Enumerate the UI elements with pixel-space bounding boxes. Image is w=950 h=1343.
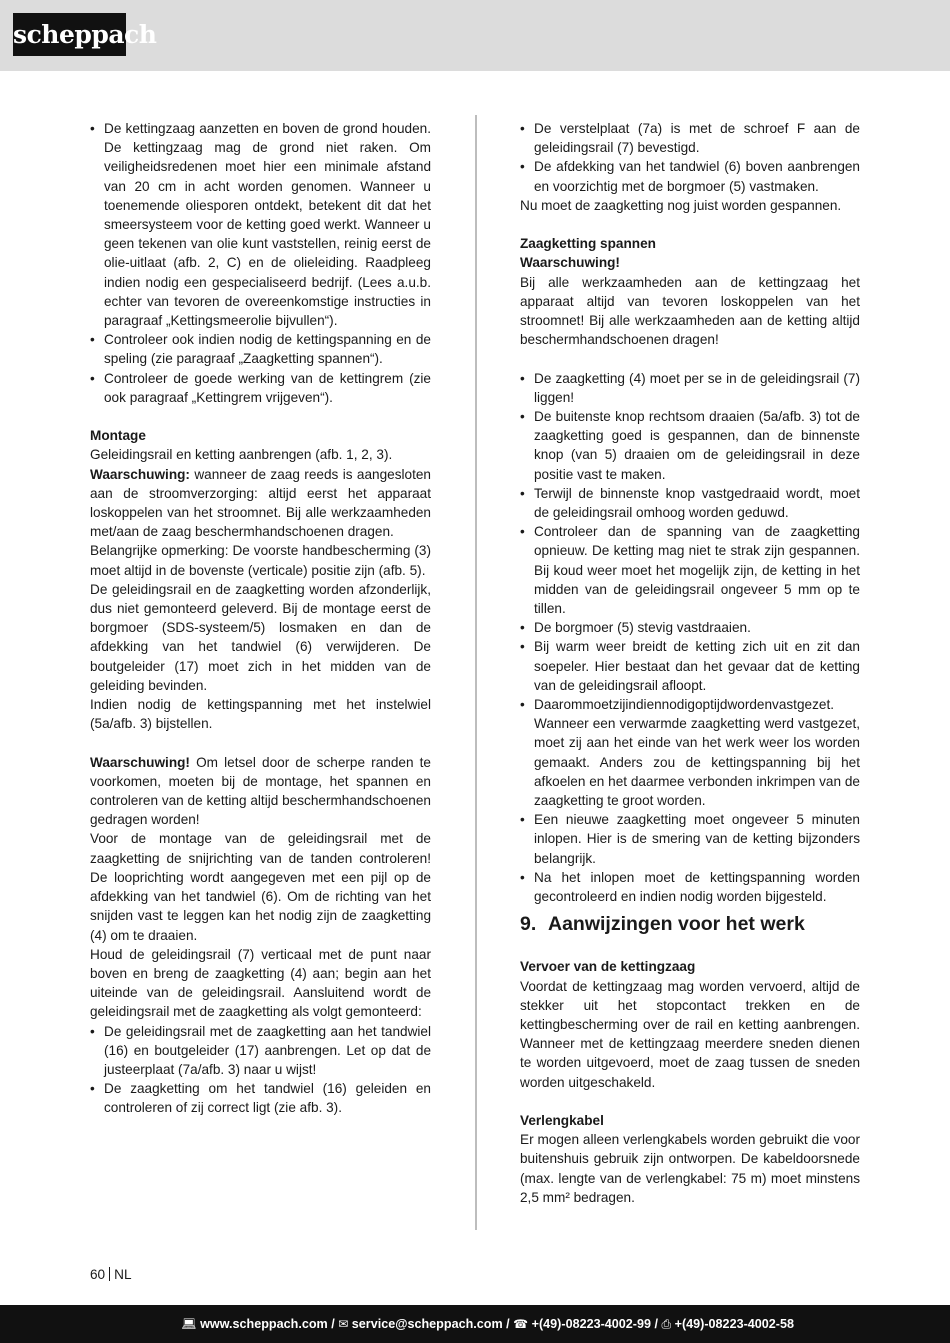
paragraph [90, 945, 431, 1022]
bullet-item [520, 484, 860, 522]
bullet-text: Terwijl de binnenste knop vastgedraaid wordt, moet de geleidingsrail omhoog worden geduwd. [534, 485, 860, 521]
contact-footer-bar [0, 1305, 950, 1343]
subsection-heading: Verlengkabel [520, 1112, 604, 1128]
mail-icon: ✉ [338, 1317, 349, 1331]
bullet-item [520, 868, 860, 906]
paragraph-spacer [520, 1092, 860, 1111]
bullet-text: De buitenste knop rechtsom draaien (5a/afb. 3) tot de zaagketting goed is gespannen, dan de binnenste knop (van 5) draaien om de geleidingsrail in deze positie vast te maken. [534, 409, 860, 482]
bullet-item [520, 695, 860, 810]
bullet-text: De geleidingsrail met de zaagketting aan het tandwiel (16) en boutgeleider (17) aanbrengen. Let op dat de justeerplaat (7a/afb. 3) naar u wijst! [104, 1023, 431, 1077]
bullet-text: De kettingzaag aanzetten en boven de grond houden. De kettingzaag mag de grond niet raken. Om veiligheidsredenen moet hier een minimale afstand van 20 cm in acht worden genomen. Wanneer u toenemende oliesporen ontdekt, betekent dit dat het smeersysteem voor de ketting goed werkt. Wanneer u geen tekenen van olie kunt vaststellen, reinig eerst de olie-uitlaat (afb. 2, C) en de olieleiding. Raadpleeg indien nodig een gespecialiseerd bedrijf. (Lees a.u.b. echter van tevoren de overeenkomstige instructies in paragraaf „Kettingsmeerolie bijvullen“). [104, 121, 431, 329]
subsection-heading: Vervoer van de kettingzaag [520, 959, 696, 975]
warning-label: Waarschuwing! [90, 754, 190, 770]
section-heading [520, 912, 860, 936]
page-number: 60 [90, 1267, 106, 1282]
paragraph [90, 695, 431, 733]
subsection-heading: Zaagketting spannen [520, 236, 656, 252]
bullet-text: Daarommoetzijindiennodigoptijdwordenvastgezet. Wanneer een verwarmde zaagketting werd vastgezet, moet zij aan het einde van het werk weer los worden gemaakt. Anders zou de kettingspanning bij het afkoelen en het daarmee verbonden inkrimpen van de zaagketting te groot worden. [534, 697, 860, 809]
paragraph [90, 829, 431, 944]
bullet-item [520, 522, 860, 618]
paragraph [520, 273, 860, 350]
phone-number: +(49)-08223-4002-99 / [531, 1317, 658, 1331]
scheppach-logo[interactable]: scheppach [13, 13, 126, 56]
fax-icon: ⎙ [661, 1317, 672, 1331]
bullet-item [520, 157, 860, 195]
paragraph-spacer [520, 215, 860, 234]
header-band [0, 0, 950, 71]
bullet-item [90, 330, 431, 368]
bullet-text: De afdekking van het tandwiel (6) boven aanbrengen en voorzichtig met de borgmoer (5) vastmaken. [534, 159, 860, 194]
left-column [90, 119, 431, 1118]
fax-number: +(49)-08223-4002-58 [674, 1317, 794, 1331]
page-footer [90, 1265, 132, 1284]
paragraph-text: Er mogen alleen verlengkabels worden gebruikt die voor buitenshuis gebruik zijn ontworpen. De kabeldoorsnede (max. lengte van de verlengkabel: 75 m) moet minstens 2,5 mm² bedragen. [520, 1132, 860, 1205]
bullet-item [520, 618, 860, 637]
bullet-text: Een nieuwe zaagketting moet ongeveer 5 minuten inlopen. Hier is de smering van de ketting bijzonders belangrijk. [534, 812, 860, 866]
paragraph-text: Voordat de kettingzaag mag worden vervoerd, altijd de stekker uit het stopcontact trekken en de kettingbescherming over de rail en ketting aanbrengen. Wanneer met de kettingzaag meerdere sneden dienen te worden uitgevoerd, moet de zaag tussen de sneden worden uitgeschakeld. [520, 978, 860, 1090]
email-link[interactable]: service@scheppach.com / [351, 1317, 510, 1331]
paragraph-text: Houd de geleidingsrail (7) verticaal met de punt naar boven en breng de zaagketting (4) aan; begin aan het uiteinde van de geleidingsrail. Aansluitend wordt de geleidingsrail met de zaagketting als volgt gemonteerd: [90, 946, 431, 1020]
paragraph [90, 580, 431, 695]
bullet-text: De zaagketting (4) moet per se in de geleidingsrail (7) liggen! [534, 370, 860, 405]
bullet-item [90, 369, 431, 407]
warning-label: Waarschuwing: [90, 466, 190, 482]
section-title: Aanwijzingen voor het werk [548, 913, 805, 936]
bullet-item [90, 1022, 431, 1080]
paragraph [90, 541, 431, 579]
paragraph-text: Voor de montage van de geleidingsrail met de zaagketting de snijrichting van de tanden controleren! De looprichting wordt aangegeven met een pijl op de afdekking van het tandwiel (6). Om de richting van het snijden vast te leggen kan het nodig zijn de zaagketting (4) om te draaien. [90, 831, 431, 943]
paragraph-text: Indien nodig de kettingspanning met het instelwiel (5a/afb. 3) bijstellen. [90, 697, 431, 732]
bullet-item [520, 637, 860, 695]
paragraph-text: Geleidingsrail en ketting aanbrengen (afb. 1, 2, 3). [90, 447, 393, 463]
bullet-text: Controleer dan de spanning van de zaagketting opnieuw. De ketting mag niet te strak zijn gespannen. Bij koud weer moet het mogelijk zijn, de ketting in het midden van de geleidingsrail ongeveer 5 mm op te tillen. [534, 524, 860, 617]
column-divider [475, 115, 477, 1230]
bullet-item [90, 119, 431, 330]
paragraph [520, 196, 860, 215]
right-column [520, 119, 860, 1207]
footer-separator [109, 1267, 110, 1281]
website-link[interactable]: www.scheppach.com / [200, 1317, 335, 1331]
paragraph-text: Bij alle werkzaamheden aan de kettingzaag het apparaat altijd van tevoren loskoppelen van het stroomnet! Bij alle werkzaamheden aan de ketting altijd beschermhandschoenen dragen! [520, 274, 860, 348]
bullet-text: De borgmoer (5) stevig vastdraaien. [534, 620, 751, 636]
paragraph-text: wanneer de zaag reeds is aangesloten aan de stroomverzorging: altijd eerst het apparaat loskoppelen van het stroomnet. Bij alle werkzaamheden met/aan de zaag beschermhandschoenen dragen. [90, 466, 431, 540]
section-number: 9. [520, 913, 537, 936]
paragraph [90, 465, 431, 542]
paragraph [90, 445, 431, 464]
subsection-heading: Waarschuwing! [520, 255, 620, 271]
bullet-item [90, 1079, 431, 1117]
phone-icon: ☎ [513, 1317, 529, 1331]
paragraph-spacer [90, 733, 431, 752]
bullet-text: Controleer ook indien nodig de kettingspanning en de speling (zie paragraaf „Zaagketting spannen“). [104, 332, 431, 367]
bullet-item [520, 407, 860, 484]
language-code: NL [114, 1267, 132, 1282]
paragraph-text: Om letsel door de scherpe randen te voorkomen, moeten bij de montage, het spannen en controleren van de ketting altijd beschermhandschoenen gedragen worden! [90, 754, 431, 828]
paragraph-text: De geleidingsrail en de zaagketting worden afzonderlijk, dus niet gemonteerd geleverd. Bij de montage eerst de borgmoer (SDS-systeem/5) losmaken en dan de afdekking van het tandwiel (6) verwijderen. De boutgeleider (17) moet zich in het midden van de geleiding bevinden. [90, 581, 431, 693]
paragraph-spacer [520, 349, 860, 368]
paragraph-text: Belangrijke opmerking: De voorste handbescherming (3) moet altijd in de bovenste (verticale) positie zijn (afb. 5). [90, 543, 431, 578]
paragraph [520, 977, 860, 1092]
bullet-text: Bij warm weer breidt de ketting zich uit en zit dan soepeler. Hier bestaat dan het gevaar dat de ketting van de geleidingsrail afloopt. [534, 639, 860, 693]
paragraph [520, 1130, 860, 1207]
paragraph-text: Nu moet de zaagketting nog juist worden gespannen. [520, 197, 842, 213]
bullet-text: De verstelplaat (7a) is met de schroef F aan de geleidingsrail (7) bevestigd. [534, 121, 860, 156]
bullet-item [520, 119, 860, 157]
bullet-item [520, 810, 860, 868]
paragraph [90, 753, 431, 830]
bullet-item [520, 369, 860, 407]
bullet-text: De zaagketting om het tandwiel (16) geleiden en controleren of zij correct ligt (zie afb. 3). [104, 1081, 431, 1116]
bullet-text: Na het inlopen moet de kettingspanning worden gecontroleerd en indien nodig worden bijgesteld. [534, 869, 860, 905]
computer-icon: 💻︎ [181, 1317, 197, 1331]
bullet-text: Controleer de goede werking van de kettingrem (zie ook paragraaf „Kettingrem vrijgeven“). [104, 370, 431, 405]
paragraph-spacer [90, 407, 431, 426]
subsection-heading: Montage [90, 428, 146, 444]
